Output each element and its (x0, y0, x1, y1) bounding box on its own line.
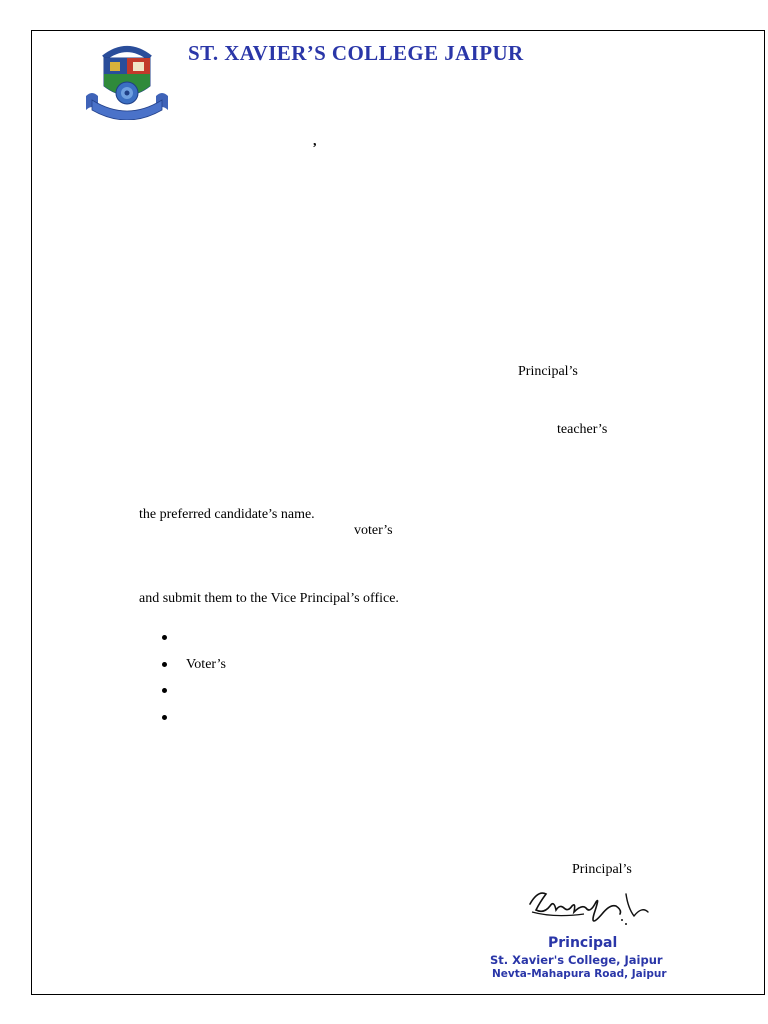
principal-signature (524, 884, 658, 932)
list-item-text: Voter’s (186, 656, 226, 672)
college-crest-logo (82, 38, 172, 120)
stamp-line-college: St. Xavier's College, Jaipur (490, 953, 663, 967)
bullet-list (160, 630, 226, 736)
stamp-line-address: Nevta-Mahapura Road, Jaipur (492, 968, 667, 980)
bullet-dot (162, 688, 167, 693)
text-footer-principals: Principal’s (572, 862, 632, 877)
list-item (160, 710, 226, 737)
bullet-dot (162, 715, 167, 720)
text-preferred-candidate: the preferred candidate’s name. (139, 507, 315, 522)
list-item (160, 657, 226, 684)
peacock-icon (116, 82, 138, 104)
bullet-dot (162, 635, 167, 640)
bullet-dot (162, 662, 167, 667)
list-item (160, 630, 226, 657)
list-item (160, 683, 226, 710)
stamp-title: Principal (548, 935, 618, 951)
text-submit-office: and submit them to the Vice Principal’s office. (139, 591, 399, 606)
text-voters: voter’s (354, 523, 393, 538)
college-name-heading: ST. XAVIER’S COLLEGE JAIPUR (188, 41, 524, 65)
text-teachers: teacher’s (557, 422, 608, 437)
text-principals: Principal’s (518, 364, 578, 379)
stray-comma: , (313, 134, 317, 149)
